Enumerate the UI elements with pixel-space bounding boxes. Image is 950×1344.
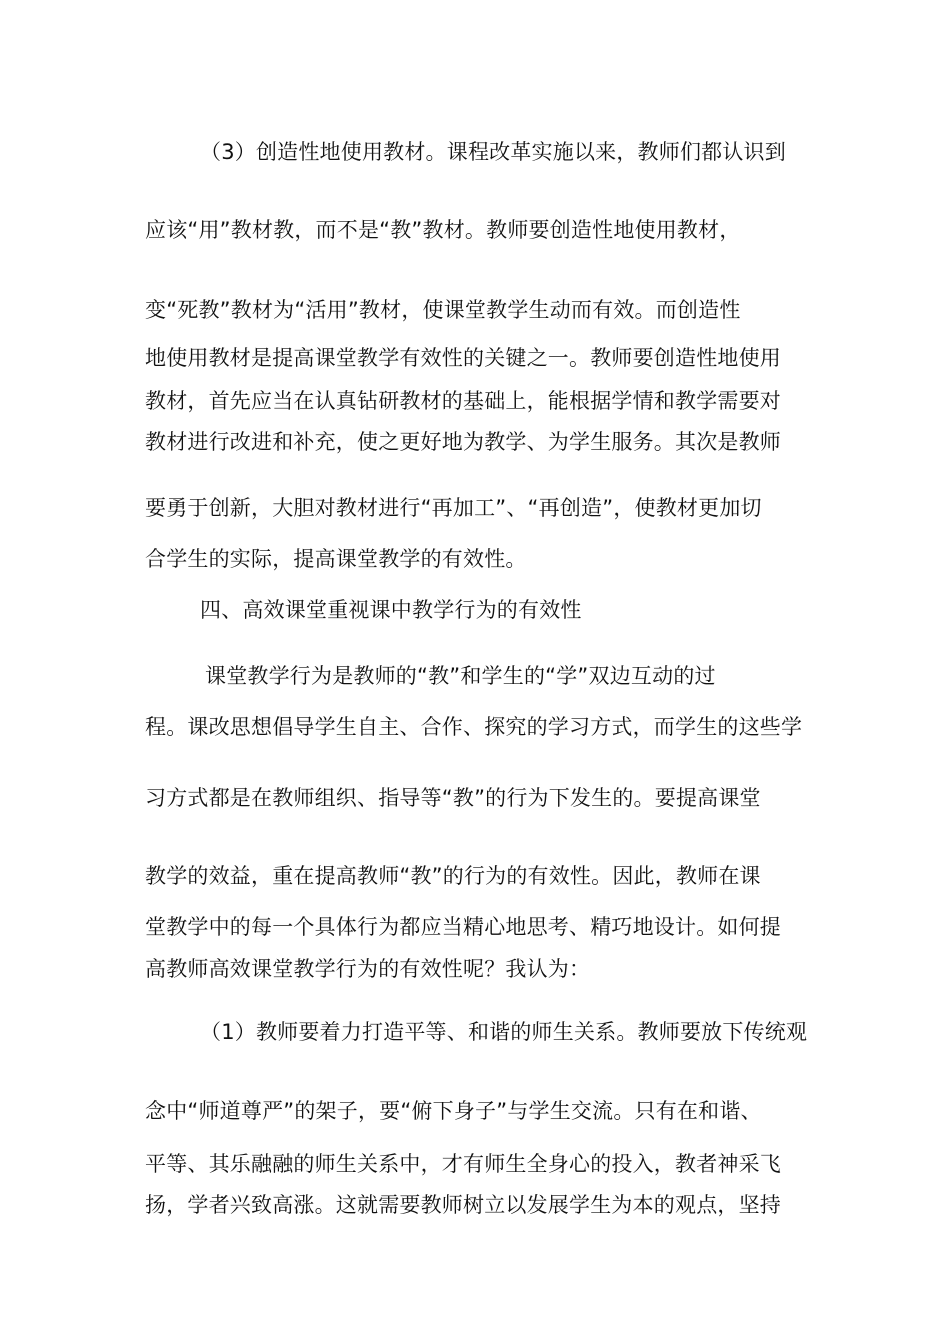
paragraph-line: 教材，首先应当在认真钻研教材的基础上，能根据学情和教学需要对: [145, 389, 781, 413]
paragraph-line: 堂教学中的每一个具体行为都应当精心地思考、精巧地设计。如何提: [145, 915, 781, 939]
paragraph-line: 扬，学者兴致高涨。这就需要教师树立以发展学生为本的观点，坚持: [145, 1193, 781, 1217]
paragraph-line: （3）创造性地使用教材。课程改革实施以来，教师们都认识到: [200, 140, 786, 164]
paragraph-line: 习方式都是在教师组织、指导等“教”的行为下发生的。要提高课堂: [145, 786, 761, 810]
section-heading: 四、高效课堂重视课中教学行为的有效性: [200, 598, 582, 622]
paragraph-line: 教学的效益，重在提高教师“教”的行为的有效性。因此，教师在课: [145, 864, 761, 888]
paragraph-line: 平等、其乐融融的师生关系中，才有师生全身心的投入，教者神采飞: [145, 1152, 781, 1176]
paragraph-line: （1）教师要着力打造平等、和谐的师生关系。教师要放下传统观: [200, 1020, 808, 1044]
paragraph-line: 应该“用”教材教，而不是“教”教材。教师要创造性地使用教材，: [145, 218, 741, 242]
paragraph-line: 教材进行改进和补充，使之更好地为教学、为学生服务。其次是教师: [145, 430, 781, 454]
paragraph-line: 念中“师道尊严”的架子，要“俯下身子”与学生交流。只有在和谐、: [145, 1099, 762, 1123]
paragraph-line: 合学生的实际，提高课堂教学的有效性。: [145, 547, 527, 571]
paragraph-line: 高教师高效课堂教学行为的有效性呢？我认为：: [145, 957, 591, 981]
paragraph-line: 地使用教材是提高课堂教学有效性的关键之一。教师要创造性地使用: [145, 346, 781, 370]
paragraph-line: 变“死教”教材为“活用”教材，使课堂教学生动而有效。而创造性: [145, 298, 741, 322]
paragraph-line: 程。课改思想倡导学生自主、合作、探究的学习方式，而学生的这些学: [145, 715, 803, 739]
paragraph-line: 要勇于创新，大胆对教材进行“再加工”、“再创造”，使教材更加切: [145, 496, 762, 520]
paragraph-line: 课堂教学行为是教师的“教”和学生的“学”双边互动的过: [205, 664, 716, 688]
